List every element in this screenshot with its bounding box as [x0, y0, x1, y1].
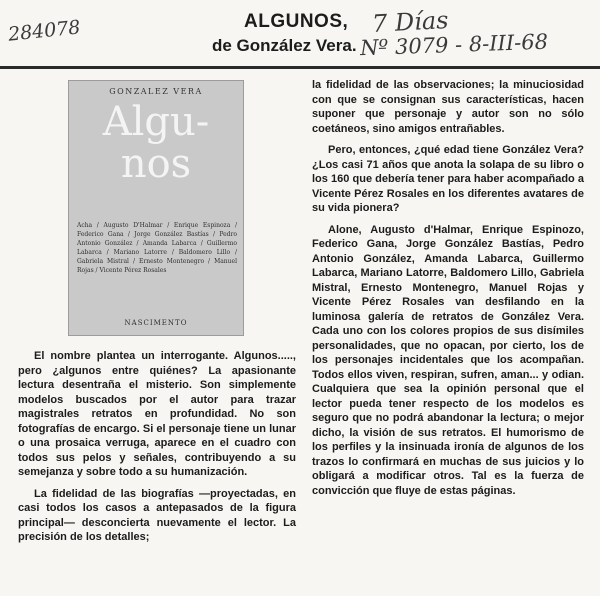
cover-title-line-1: Algu- [102, 99, 210, 145]
cover-title [69, 101, 243, 185]
cover-title-line-2: nos [120, 141, 192, 187]
cover-publisher: NASCIMENTO [124, 319, 188, 327]
right-column [312, 78, 584, 498]
paragraph: Pero, entonces, ¿qué edad tiene González Vera? ¿Los casi 71 años que anota la solapa de su libro o los 160 que debería tener para haber acompañado a Vicente Pérez Rosales en los diferentes avatares de su vida pionera? [312, 144, 584, 214]
left-column [18, 349, 296, 545]
paragraph: Alone, Augusto d'Halmar, Enrique Espinozo, Federico Gana, Jorge González Bastías, Pedro Antonio González, Amanda Labarca, Guillermo Labarca, Mariano Latorre, Baldomero Lillo, Gabriela Mistral, Ernesto Montenegro, Manuel Rojas y Vicente Pérez Rosales van desfilando en la luminosa galería de retratos de González Vera. Cada uno con los colores propios de sus disímiles personalidades, que no opacan, por cierto, los de los personajes incidentales que los acompañan. Todos ellos viven, respiran, sufren, aman... y odian. Cualquiera que sea la opinión personal que el lector pueda tener respecto de los modelos es seguro que no podrá abandonar la lectura; o mejor dicho, la visión de sus retratos. El humorismo de los perfiles y la insinuada ironía de algunos de los trazos lo confirmará en muchas de sus juicios y lo obligará a modificar otros. Tal es la fuerza de convicción que fluye de estas páginas. [312, 223, 584, 497]
cover-contents-list: Acha / Augusto D'Halmar / Enrique Espinoza / Federico Gana / Jorge González Bastías / Pedro Antonio González / Amanda Labarca / Guillermo Labarca / Mariano Latorre / Baldomero Lillo / Gabriela Mistral / Ernesto Montenegro / Manuel Rojas / Vicente Pérez Rosales [77, 222, 237, 274]
issue-date-annotation: Nº 3079 - 8-III-68 [359, 29, 549, 61]
header-rule [0, 66, 600, 69]
paragraph: La fidelidad de las biografías —proyectadas, en casi todos los casos a antepasados de la figura principal— desconcierta nuevamente el lector. La precisión de los detalles; [18, 487, 296, 543]
paragraph: El nombre plantea un interrogante. Algunos....., pero ¿algunos entre quiénes? La apasionante lectura desentraña el misterio. Son simplemente modelos buscados por el autor para trazar magistrales retratos en profundidad. No son fotografías de encargo. Si el personaje tiene un lunar o una prosaica verruga, aparece en el cuadro con todos sus pelos y señales, contribuyendo a su semejanza y sobre todo a su humanización. [18, 350, 296, 478]
article-subtitle: de González Vera. [212, 36, 357, 55]
paragraph: la fidelidad de las observaciones; la minuciosidad con que se consignan sus características, hacen suponer que personaje y autor son no sólo coetáneos, sino amigos entrañables. [312, 79, 584, 135]
article-headline [200, 10, 400, 58]
book-cover-image [68, 80, 244, 336]
article-title: ALGUNOS, [244, 11, 349, 32]
archive-number-annotation: 284078 [7, 16, 82, 46]
source-annotation: 7 Días [371, 6, 450, 38]
cover-author: GONZALEZ VERA [109, 87, 203, 96]
